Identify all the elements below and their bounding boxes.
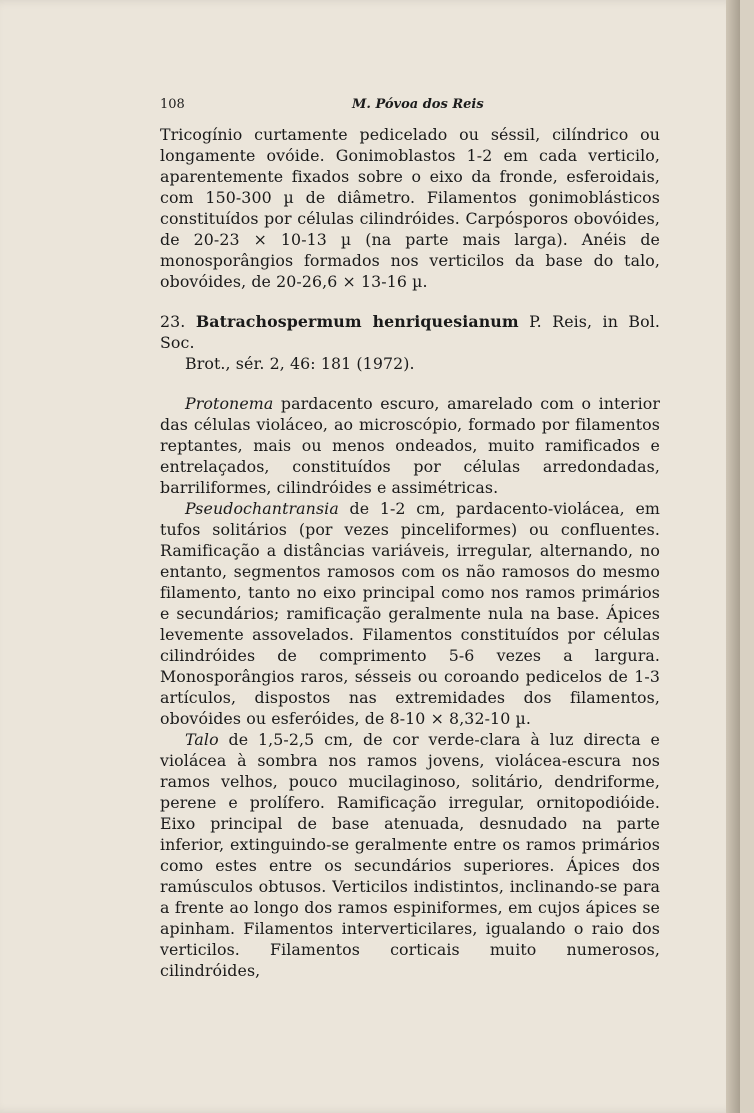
citation-line-2: Brot., sér. 2, 46: 181 (1972). [185,354,415,373]
species-entry-heading [160,311,660,374]
term-talo: Talo [185,730,219,749]
talo-text: de 1,5-2,5 cm, de cor verde-clara à luz directa e violácea à sombra nos ramos jovens, violácea-escura nos ramos velhos, pouco mucilaginoso, solitário, dendriforme, perene e prolífero. Ramificação irregular, ornitopodióide. Eixo principal de base atenuada, desnudado na parte inferior, extinguindo-se geralmente entre os ramos primários como estes entre os secundários superiores. Ápices dos ramúsculos obtusos. Verticilos indistintos, inclinando-se para a frente ao longo dos ramos espiniformes, em cujos ápices se apinham. Filamentos interverticilares, igualando o raio dos verticilos. Filamentos corticais muito numerosos, cilindróides, [160,730,660,980]
page-number: 108 [160,97,185,112]
running-title: M. Póvoa dos Reis [352,97,484,112]
page-header [160,97,660,117]
paragraph-protonema [160,393,660,498]
citation-line-1: P. Reis, in Bol. Soc. [160,312,660,352]
pseudochantransia-text: de 1-2 cm, pardacento-violácea, em tufos solitários (por vezes pinceliformes) ou confluentes. Ramificação a distâncias variáveis, irregular, alternando, no entanto, segmentos ramosos com os não ramosos do mesmo filamento, tanto no eixo principal como nos ramos primários e secundários; ramificação geralmente nula na base. Ápices levemente assovelados. Filamentos constituídos por células cilindróides de comprimento 5-6 vezes a largura. Monosporângios raros, sésseis ou coroando pedicelos de 1-3 artículos, dispostos nas extremidades dos filamentos, obovóides ou esferóides, de 8-10 × 8,32-10 µ. [160,499,660,728]
paragraph-pseudochantransia [160,498,660,729]
term-protonema: Protonema [185,394,274,413]
page-body [160,124,660,981]
protonema-text: pardacento escuro, amarelado com o interior das células violáceo, ao microscópio, formado por filamentos reptantes, mais ou menos ondeados, muito ramificados e entrelaçados, constituídos por células arredondadas, barriliformes, cilindróides e assimétricas. [160,394,660,497]
species-name: Batrachospermum henriquesianum [195,312,519,331]
term-pseudochantransia: Pseudochantransia [185,499,339,518]
page-edge-shadow [726,0,740,1113]
paragraph-talo [160,729,660,981]
paragraph-gonimoblast: Tricogínio curtamente pedicelado ou séssil, cilíndrico ou longamente ovóide. Gonimoblastos 1-2 em cada verticilo, aparentemente fixados sobre o eixo da fronde, esferoidais, com 150-300 µ de diâmetro. Filamentos gonimoblásticos constituídos por células cilindróides. Carpósporos obovóides, de 20-23 × 10-13 µ (na parte mais larga). Anéis de monosporângios formados nos verticilos da base do talo, obovóides, de 20-26,6 × 13-16 µ. [160,125,660,291]
entry-number: 23. [160,312,186,331]
